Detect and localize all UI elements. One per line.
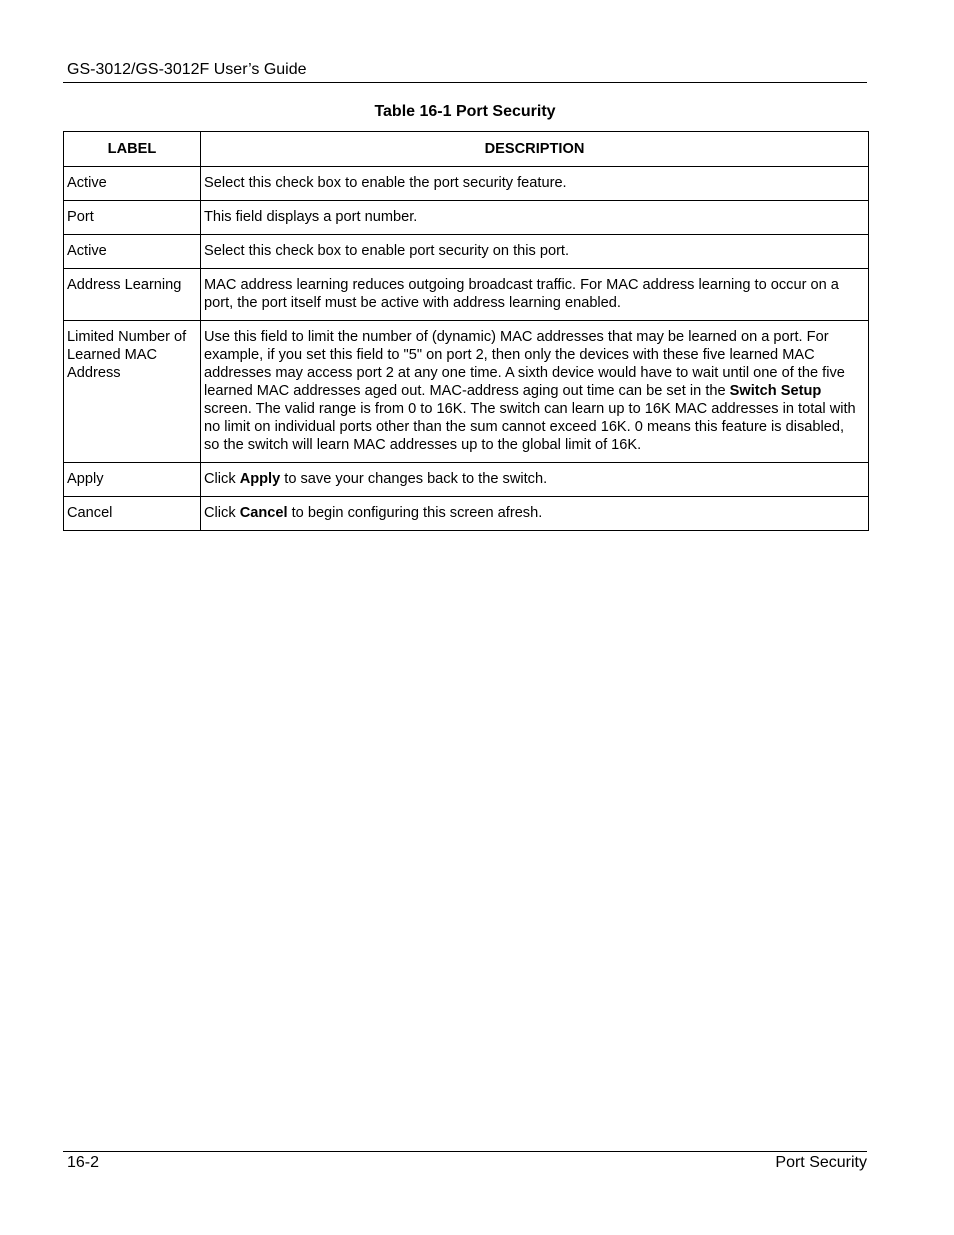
row-label: Active — [64, 235, 201, 269]
page-number: 16-2 — [67, 1154, 100, 1171]
description-text: Click — [204, 471, 240, 487]
table-header-row — [64, 132, 869, 167]
table-row — [64, 167, 869, 201]
running-header-title: GS-3012/GS-3012F User’s Guide — [67, 61, 307, 78]
description-text: This field displays a port number. — [204, 209, 418, 225]
port-security-table — [63, 131, 869, 531]
table-row — [64, 463, 869, 497]
header-rule — [63, 82, 867, 83]
row-description — [201, 321, 869, 463]
row-description — [201, 235, 869, 269]
row-description — [201, 269, 869, 321]
row-label: Cancel — [64, 497, 201, 531]
row-description — [201, 167, 869, 201]
ui-term-bold: Switch Setup — [729, 383, 822, 399]
row-description — [201, 497, 869, 531]
row-label: Port — [64, 201, 201, 235]
description-text: Use this field to limit the number of (dynamic) MAC addresses that may be learned on a port. For example, if you set this field to "5" on port 2, then only the devices with these five learned MAC addresses may access port 2 at any one time. A sixth device would have to wait until one of the five learned MAC addresses aged out. MAC-address aging out time can be set in the — [204, 329, 845, 399]
column-header-description: DESCRIPTION — [201, 132, 869, 167]
row-label: Address Learning — [64, 269, 201, 321]
description-text: screen. The valid range is from 0 to 16K. The switch can learn up to 16K MAC addresses in total with no limit on individual ports other than the sum cannot exceed 16K. 0 means this feature is disabled, so the switch will learn MAC addresses up to the global limit of 16K. — [204, 401, 856, 453]
description-text: Click — [204, 505, 240, 521]
column-header-label: LABEL — [64, 132, 201, 167]
table-caption: Table 16-1 Port Security — [374, 103, 556, 120]
ui-term-bold: Apply — [239, 471, 281, 487]
footer-section-title: Port Security — [775, 1154, 867, 1171]
row-description — [201, 201, 869, 235]
description-text: Select this check box to enable port security on this port. — [204, 243, 570, 259]
table-row — [64, 497, 869, 531]
table-row — [64, 321, 869, 463]
row-description — [201, 463, 869, 497]
row-label: Limited Number of Learned MAC Address — [64, 321, 201, 463]
ui-term-bold: Cancel — [239, 505, 288, 521]
table-row — [64, 269, 869, 321]
row-label: Apply — [64, 463, 201, 497]
table-row — [64, 235, 869, 269]
description-text: to begin configuring this screen afresh. — [287, 505, 543, 521]
table-row — [64, 201, 869, 235]
description-text: to save your changes back to the switch. — [280, 471, 548, 487]
description-text: Select this check box to enable the port security feature. — [204, 175, 567, 191]
description-text: MAC address learning reduces outgoing broadcast traffic. For MAC address learning to occur on a port, the port itself must be active with address learning enabled. — [204, 277, 839, 311]
footer-rule — [63, 1151, 867, 1152]
row-label: Active — [64, 167, 201, 201]
